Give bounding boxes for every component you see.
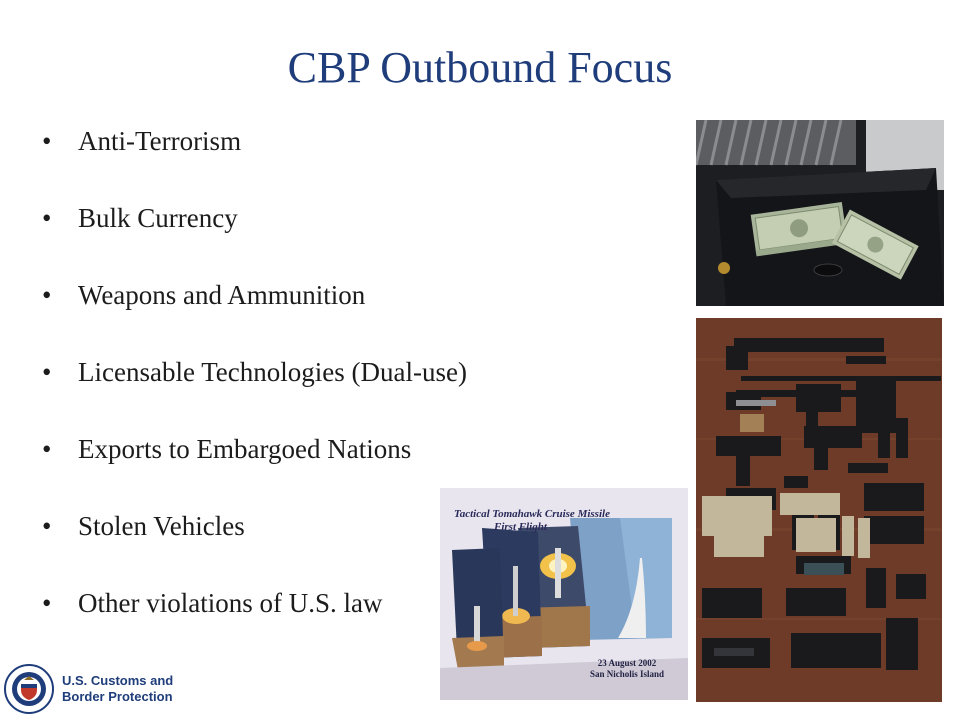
missile-subheading: First Flight xyxy=(494,521,547,533)
agency-line-2: Border Protection xyxy=(62,689,173,704)
missile-date: 23 August 2002 xyxy=(597,658,657,668)
missile-heading: Tactical Tomahawk Cruise Missile xyxy=(454,508,610,520)
bullet-item xyxy=(42,434,467,511)
bullet-dot: • xyxy=(42,357,52,387)
bullet-dot: • xyxy=(42,203,52,233)
bullet-text: Weapons and Ammunition xyxy=(78,280,366,310)
dhs-seal-icon xyxy=(4,664,54,714)
agency-line-1: U.S. Customs and xyxy=(62,673,174,688)
agency-name xyxy=(62,673,173,705)
bullet-item xyxy=(42,588,467,665)
bullet-text: Anti-Terrorism xyxy=(78,126,242,156)
missile-location: San Nicholis Island xyxy=(590,669,665,679)
bullet-text: Other violations of U.S. law xyxy=(78,588,383,618)
bullet-dot: • xyxy=(42,511,52,541)
bullet-text: Stolen Vehicles xyxy=(78,511,245,541)
weapons-seizure-photo xyxy=(696,318,942,702)
missile-poster-photo xyxy=(440,488,688,700)
bullet-dot: • xyxy=(42,588,52,618)
bullet-list xyxy=(42,126,467,665)
bullet-item xyxy=(42,357,467,434)
bullet-dot: • xyxy=(42,434,52,464)
bullet-item xyxy=(42,126,467,203)
bullet-item xyxy=(42,511,467,588)
bullet-item xyxy=(42,280,467,357)
slide-title: CBP Outbound Focus xyxy=(287,43,673,92)
bullet-text: Licensable Technologies (Dual-use) xyxy=(78,357,467,387)
bullet-item xyxy=(42,203,467,280)
bulk-currency-photo xyxy=(696,120,944,306)
bullet-text: Exports to Embargoed Nations xyxy=(78,434,412,464)
bullet-text: Bulk Currency xyxy=(78,203,238,233)
bullet-dot: • xyxy=(42,126,52,156)
footer-logo xyxy=(4,662,264,716)
bullet-dot: • xyxy=(42,280,52,310)
